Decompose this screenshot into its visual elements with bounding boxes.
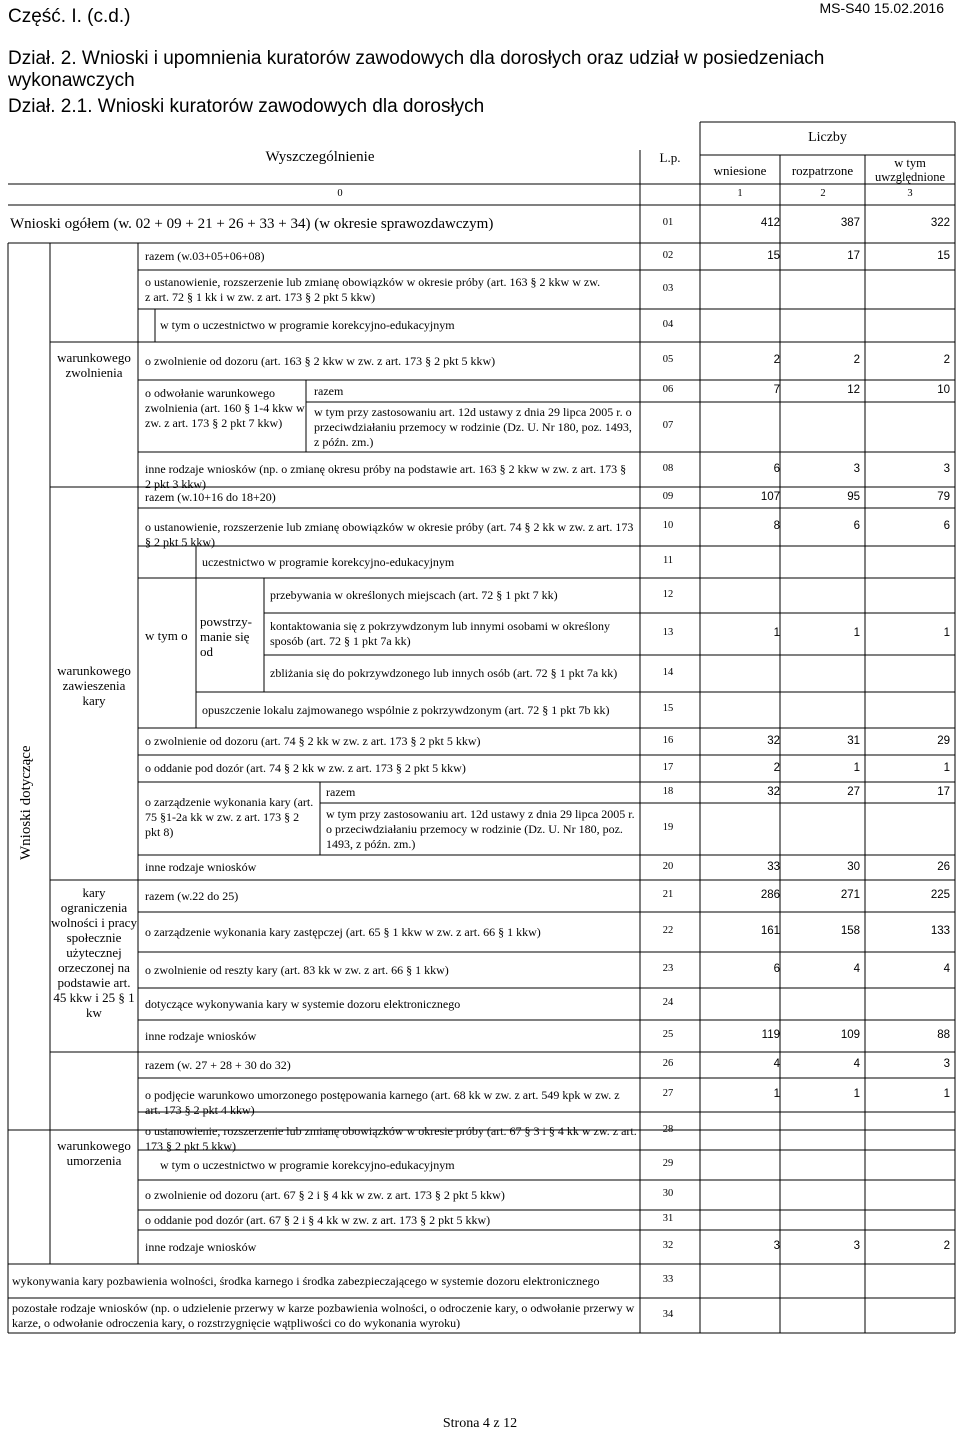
row-label: wykonywania kary pozbawienia wolności, środka karnego i środka zabezpieczającego w systemie dozoru elektronicznego xyxy=(12,1273,600,1288)
cell-v1: 1 xyxy=(773,627,780,639)
cell-v2: 17 xyxy=(847,249,860,262)
cell-v2: 6 xyxy=(853,520,860,532)
row-label: o zwolnienie od reszty kary (art. 83 kk w zw. z art. 66 § 1 kkw) xyxy=(145,962,449,977)
cell-v3: 29 xyxy=(937,734,950,747)
row-lp: 30 xyxy=(662,1188,674,1199)
cell-v3: 4 xyxy=(943,963,950,975)
label-w-tym-o: w tym o xyxy=(145,628,188,643)
label-zarzadzenie: o zarządzenie wykonania kary (art. 75 §1-2a kk w zw. z art. 173 § 2 pkt 8) xyxy=(145,795,314,839)
cell-v2: 271 xyxy=(840,889,860,901)
row-label: inne rodzaje wniosków xyxy=(145,860,257,874)
cell-v1: 3 xyxy=(773,1240,780,1252)
cell-v1: 15 xyxy=(767,249,780,262)
cell-v3: 17 xyxy=(937,785,950,798)
row-label: o oddanie pod dozór (art. 74 § 2 kk w zw. z art. 173 § 2 pkt 5 kkw) xyxy=(145,761,466,775)
side-label-umorzenia: warunkowego umorzenia xyxy=(57,1138,131,1168)
row-lp: 34 xyxy=(662,1308,674,1320)
cell-v3: 322 xyxy=(930,217,950,229)
cell-v1: 6 xyxy=(773,462,780,475)
col-header-wniesione: wniesione xyxy=(713,163,767,178)
row-lp: 29 xyxy=(662,1158,674,1169)
row-lp: 01 xyxy=(662,217,674,228)
row-lp: 22 xyxy=(662,925,674,936)
row-label: razem xyxy=(314,383,344,398)
row-label: o ustanowienie, rozszerzenie lub zmianę obowiązków w okresie próby (art. 74 § 2 kk w zw. z art. 173 § 2 pkt 5 kkw) xyxy=(145,519,634,549)
subsection-title: Dział. 2.1. Wnioski kuratorów zawodowych dla dorosłych xyxy=(8,96,485,117)
row-label: dotyczące wykonywania kary w systemie dozoru elektronicznego xyxy=(145,996,461,1011)
row-label: w tym przy zastosowaniu art. 12d ustawy z dnia 29 lipca 2005 r. o przeciwdziałaniu przemocy w rodzinie (Dz. U. Nr 180, poz. 1493, z późn. zm.) xyxy=(314,404,632,449)
row-label: razem xyxy=(326,785,356,799)
cell-v2: 12 xyxy=(847,384,860,396)
row-lp: 16 xyxy=(662,734,674,746)
side-label-zawieszenia: warunkowego zawieszenia kary xyxy=(57,663,131,708)
row-label: o podjęcie warunkowo umorzonego postępowania karnego (art. 68 kk w zw. z art. 549 kpk w zw. z art. 173 § 2 pkt 4 kkw) xyxy=(145,1087,620,1117)
side-label-zwolnienia: warunkowego zwolnienia xyxy=(57,350,131,380)
cell-v2: 30 xyxy=(847,860,860,873)
col-index-3: 3 xyxy=(907,188,913,199)
cell-v2: 2 xyxy=(853,354,860,366)
col-index-0: 0 xyxy=(337,188,343,199)
cell-v2: 31 xyxy=(847,734,860,747)
part-heading: Część. I. (c.d.) xyxy=(8,6,131,27)
row-label: razem (w. 27 + 28 + 30 do 32) xyxy=(145,1057,291,1072)
cell-v3: 88 xyxy=(937,1029,950,1041)
form-code: MS-S40 15.02.2016 xyxy=(819,0,944,16)
col-header-rozpatrzone: rozpatrzone xyxy=(791,163,854,178)
cell-v1: 32 xyxy=(767,785,780,798)
row-lp: 09 xyxy=(662,490,674,502)
row-label: zbliżania się do pokrzywdzonego lub innych osób (art. 72 § 1 pkt 7a kk) xyxy=(270,666,618,680)
col-index-2: 2 xyxy=(820,188,826,199)
col-index-1: 1 xyxy=(737,188,743,199)
row-lp: 08 xyxy=(662,462,674,474)
row-label: razem (w.10+16 do 18+20) xyxy=(145,490,276,504)
cell-v3: 3 xyxy=(943,1058,950,1070)
label-odwolanie: o odwołanie warunkowego zwolnienia (art. 160 § 1-4 kkw w zw. z art. 173 § 2 pkt 7 kkw) xyxy=(145,386,305,430)
cell-v3: 2 xyxy=(943,1240,950,1252)
row-lp: 31 xyxy=(662,1213,674,1224)
cell-v1: 119 xyxy=(761,1029,780,1041)
row-lp: 32 xyxy=(662,1240,674,1251)
row-label: o ustanowienie, rozszerzenie lub zmianę obowiązków w okresie próby (art. 163 § 2 kkw w zw. z art. 72 § 1 kk i w zw. z art. 173 § 2 pkt 5 kkw) xyxy=(145,274,601,304)
row-lp: 07 xyxy=(662,420,674,431)
cell-v3: 79 xyxy=(937,490,950,503)
row-label: uczestnictwo w programie korekcyjno-edukacyjnym xyxy=(202,554,455,569)
cell-v2: 27 xyxy=(847,785,860,798)
row-lp: 11 xyxy=(662,555,674,566)
cell-v3: 1 xyxy=(943,1088,950,1100)
row-label: razem (w.22 do 25) xyxy=(145,888,239,903)
cell-v1: 107 xyxy=(760,490,780,503)
cell-v3: 225 xyxy=(930,889,950,901)
cell-v3: 2 xyxy=(943,354,950,366)
row-label: inne rodzaje wniosków (np. o zmianę okresu próby na podstawie art. 163 § 2 kkw w zw. z art. 173 § 2 pkt 3 kkw) xyxy=(145,462,627,491)
side-label-ograniczenia: kary ograniczenia wolności i pracy społecznie użytecznej orzeczonej na podstawie art. 45 kkw i 25 § 1 kw xyxy=(51,885,137,1020)
row-lp: 24 xyxy=(662,997,674,1008)
row-lp: 14 xyxy=(662,666,674,678)
row-lp: 17 xyxy=(662,761,674,773)
cell-v2: 4 xyxy=(853,963,860,975)
row-lp: 02 xyxy=(662,249,674,261)
cell-v2: 3 xyxy=(853,1240,860,1252)
cell-v3: 15 xyxy=(937,249,950,262)
cell-v1: 161 xyxy=(760,925,780,937)
cell-v1: 33 xyxy=(767,860,780,873)
cell-v1: 2 xyxy=(773,761,780,774)
row-label: o zwolnienie od dozoru (art. 163 § 2 kkw w zw. z art. 173 § 2 pkt 5 kkw) xyxy=(145,353,496,368)
row-lp: 04 xyxy=(662,318,674,330)
cell-v3: 1 xyxy=(943,627,950,639)
row-lp: 18 xyxy=(662,785,674,797)
col-header-spec: Wyszczególnienie xyxy=(265,149,375,165)
cell-v3: 26 xyxy=(937,860,950,873)
cell-v1: 8 xyxy=(773,520,780,532)
cell-v1: 4 xyxy=(773,1058,780,1070)
row-label: przebywania w określonych miejscach (art. 72 § 1 pkt 7 kk) xyxy=(270,588,558,602)
col-header-group: Liczby xyxy=(808,130,847,145)
row-lp: 13 xyxy=(662,627,674,638)
label-powstrzymanie: powstrzy-manie się od xyxy=(200,614,252,659)
row-label: o zarządzenie wykonania kary zastępczej (art. 65 § 1 kkw w zw. z art. 66 § 1 kkw) xyxy=(145,924,541,939)
row-label: o zwolnienie od dozoru (art. 74 § 2 kk w zw. z art. 173 § 2 pkt 5 kkw) xyxy=(145,734,481,748)
page-number: Strona 4 z 12 xyxy=(442,1416,518,1431)
row-lp: 06 xyxy=(662,384,674,395)
row-lp: 10 xyxy=(662,520,674,531)
cell-v1: 32 xyxy=(767,734,780,747)
row-label: o zwolnienie od dozoru (art. 67 § 2 i § 4 kk w zw. z art. 173 § 2 pkt 5 kkw) xyxy=(145,1187,505,1202)
row-label: kontaktowania się z pokrzywdzonym lub innymi osobami w określony sposób (art. 72 § 1 pkt 7a kk) xyxy=(270,619,610,648)
cell-v1: 286 xyxy=(760,889,780,901)
col-header-uwzglednione: w tym uwzględnione xyxy=(874,156,946,184)
row-label: opuszczenie lokalu zajmowanego wspólnie z pokrzywdzonym (art. 72 § 1 pkt 7b kk) xyxy=(202,702,610,717)
cell-v1: 6 xyxy=(773,963,780,975)
cell-v2: 4 xyxy=(853,1058,860,1070)
row-lp: 33 xyxy=(662,1274,674,1285)
cell-v2: 95 xyxy=(847,490,860,503)
cell-v1: 7 xyxy=(773,384,780,396)
row-label: inne rodzaje wniosków xyxy=(145,1239,257,1254)
row-label: pozostałe rodzaje wniosków (np. o udzielenie przerwy w karze pozbawienia wolności, o odroczenie kary, o odwołanie przerwy w karze, o odwołanie odroczenia kary, o rozstrzygnięcie wątpliwości co do wykonania wyroku) xyxy=(12,1300,635,1330)
row-lp: 25 xyxy=(662,1029,674,1040)
row-label: razem (w.03+05+06+08) xyxy=(145,249,265,263)
row-lp: 12 xyxy=(662,588,674,600)
cell-v1: 1 xyxy=(773,1088,780,1100)
cell-v2: 1 xyxy=(853,761,860,774)
row-label: o oddanie pod dozór (art. 67 § 2 i § 4 kk w zw. z art. 173 § 2 pkt 5 kkw) xyxy=(145,1212,491,1227)
row-lp: 19 xyxy=(662,822,674,833)
cell-v3: 6 xyxy=(943,520,950,532)
cell-v1: 412 xyxy=(760,217,780,229)
row-label: inne rodzaje wniosków xyxy=(145,1028,257,1043)
row-label: Wnioski ogółem (w. 02 + 09 + 21 + 26 + 33 + 34) (w okresie sprawozdawczym) xyxy=(10,216,494,232)
cell-v2: 109 xyxy=(840,1029,860,1041)
cell-v2: 1 xyxy=(853,1088,860,1100)
col-header-lp: L.p. xyxy=(659,150,681,165)
row-lp: 03 xyxy=(662,282,674,294)
cell-v3: 133 xyxy=(930,925,950,937)
row-lp: 28 xyxy=(662,1124,674,1135)
row-lp: 26 xyxy=(662,1058,674,1069)
cell-v3: 1 xyxy=(943,761,950,774)
row-label: o ustanowienie, rozszerzenie lub zmianę obowiązków w okresie próby (art. 67 § 3 i § 4 kk w zw. z art. 173 § 2 pkt 5 kkw) xyxy=(145,1123,637,1153)
row-label: w tym o uczestnictwo w programie korekcyjno-edukacyjnym xyxy=(160,1157,455,1172)
cell-v2: 387 xyxy=(840,217,860,229)
row-lp: 05 xyxy=(662,354,674,365)
cell-v2: 158 xyxy=(840,925,860,937)
row-lp: 27 xyxy=(662,1088,674,1099)
section-title: Dział. 2. Wnioski i upomnienia kuratorów zawodowych dla dorosłych oraz udział w posiedzeniach wykonawczych xyxy=(8,48,825,91)
row-lp: 20 xyxy=(662,860,674,872)
row-label: w tym o uczestnictwo w programie korekcyjno-edukacyjnym xyxy=(160,318,455,332)
cell-v1: 2 xyxy=(773,354,780,366)
side-label-wnioski-dotyczace: Wnioski dotyczące xyxy=(18,745,34,860)
cell-v2: 1 xyxy=(853,627,860,639)
cell-v3: 3 xyxy=(943,462,950,475)
row-lp: 23 xyxy=(662,963,674,974)
row-lp: 15 xyxy=(662,703,674,714)
cell-v3: 10 xyxy=(937,384,950,396)
row-lp: 21 xyxy=(662,889,674,900)
cell-v2: 3 xyxy=(853,462,860,475)
row-label: w tym przy zastosowaniu art. 12d ustawy z dnia 29 lipca 2005 r. o przeciwdziałaniu przemocy w rodzinie (Dz. U. Nr 180, poz. 1493, z późn. zm.) xyxy=(326,806,635,851)
